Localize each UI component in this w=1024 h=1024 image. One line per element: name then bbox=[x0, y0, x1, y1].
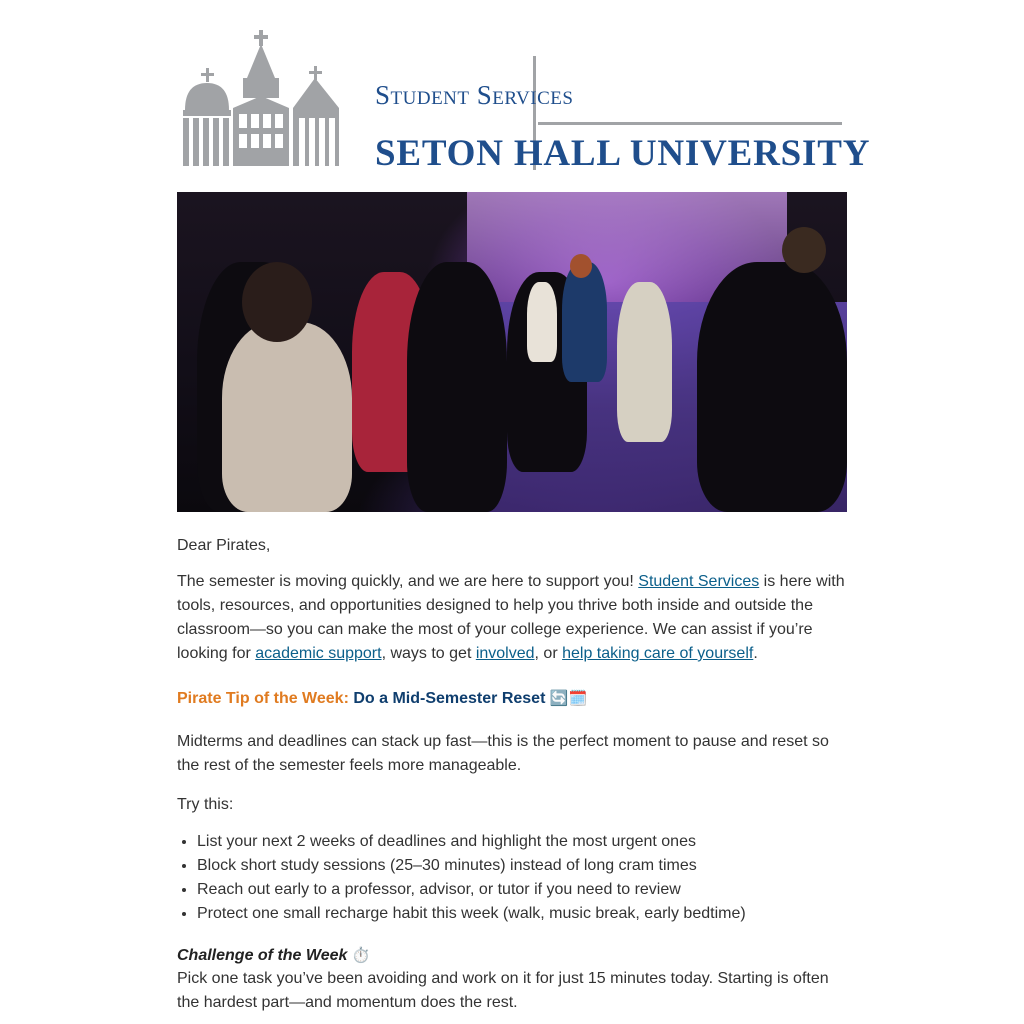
stopwatch-icon: ⏱️ bbox=[351, 946, 371, 964]
list-item: • Protect one small recharge habit this week (walk, music break, early bedtime) bbox=[197, 902, 847, 926]
hero-photo bbox=[177, 192, 847, 512]
tip-title: Do a Mid-Semester Reset bbox=[353, 690, 546, 707]
student-services-link[interactable]: Student Services bbox=[638, 573, 760, 590]
audience-head bbox=[242, 262, 312, 342]
performer-figure bbox=[562, 262, 607, 382]
intro-paragraph bbox=[177, 570, 847, 666]
intro-text: is here with tools, resources, and opportunities designed to help you thrive both inside and outside the classroom—so you can make the most of your college experience. We can assist if you’re looking for bbox=[177, 573, 845, 662]
greeting: Dear Pirates, bbox=[177, 537, 271, 554]
tip-heading bbox=[177, 686, 847, 711]
audience-figure bbox=[697, 262, 847, 512]
logo-horizontal-rule bbox=[538, 122, 842, 125]
list-item: • Reach out early to a professor, advisor, or tutor if you need to review bbox=[197, 878, 847, 902]
audience-head bbox=[782, 227, 826, 273]
audience-figure bbox=[617, 282, 672, 442]
involved-link[interactable]: involved bbox=[475, 645, 535, 662]
audience-figure bbox=[407, 262, 507, 512]
seton-hall-logo[interactable] bbox=[177, 28, 871, 174]
try-list bbox=[177, 830, 847, 926]
audience-figure bbox=[222, 322, 352, 512]
performer-head bbox=[570, 254, 592, 278]
intro-text: . bbox=[753, 645, 758, 662]
logo-student-services: Student Services bbox=[375, 80, 574, 110]
intro-text: , ways to get bbox=[381, 645, 476, 662]
challenge-label: Challenge of the Week bbox=[177, 947, 348, 964]
challenge-heading bbox=[177, 943, 847, 968]
intro-text: The semester is moving quickly, and we are here to support you! bbox=[177, 573, 639, 590]
try-label: Try this: bbox=[177, 796, 234, 813]
tip-label: Pirate Tip of the Week: bbox=[177, 690, 349, 707]
reset-calendar-icon: 🔄🗓️ bbox=[549, 689, 588, 707]
challenge-body: Pick one task you’ve been avoiding and work on it for just 15 minutes today. Starting is often the hardest part—and momentum does the rest. bbox=[177, 970, 829, 1011]
logo-university-name: SETON HALL UNIVERSITY bbox=[375, 133, 871, 174]
list-item: • List your next 2 weeks of deadlines and highlight the most urgent ones bbox=[197, 830, 847, 854]
list-item: • Block short study sessions (25–30 minutes) instead of long cram times bbox=[197, 854, 847, 878]
chapel-icon bbox=[181, 28, 346, 170]
intro-text: , or bbox=[534, 645, 563, 662]
academic-support-link[interactable]: academic support bbox=[255, 645, 382, 662]
self-care-link[interactable]: help taking care of yourself bbox=[562, 645, 754, 662]
tip-body: Midterms and deadlines can stack up fast—this is the perfect moment to pause and reset so the rest of the semester feels more manageable. bbox=[177, 733, 829, 774]
performer-figure bbox=[527, 282, 557, 362]
